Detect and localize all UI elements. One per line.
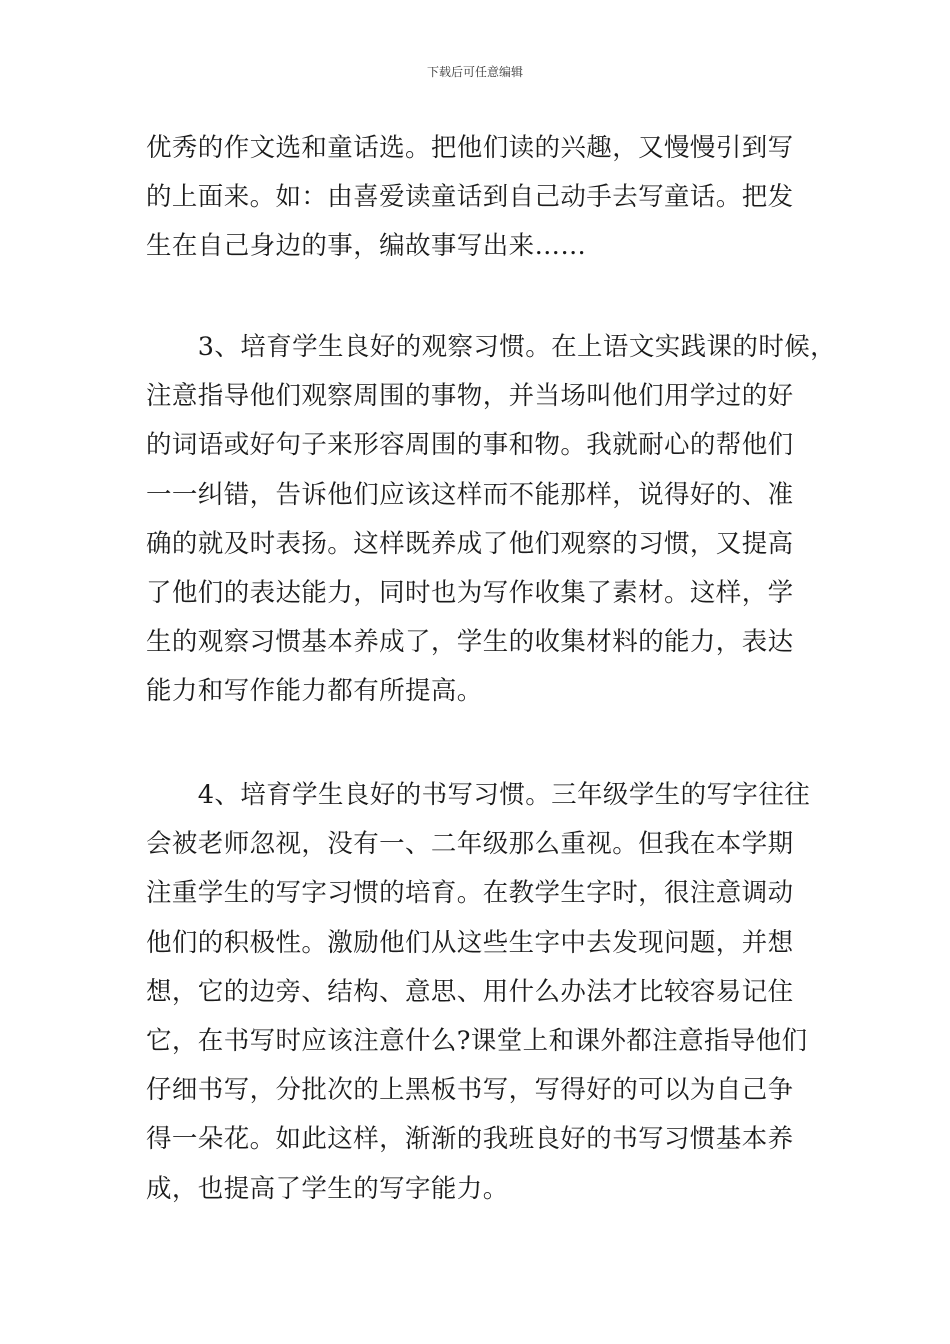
paragraph-2: [146, 323, 837, 717]
paragraph-line: 确的就及时表扬。这样既养成了他们观察的习惯，又提高: [146, 528, 794, 559]
paragraph-line: 4、培育学生良好的书写习惯。三年级学生的写字往往: [146, 780, 811, 810]
paragraph-line: 了他们的表达能力，同时也为写作收集了素材。这样，学: [146, 578, 794, 609]
paragraph-line: 的词语或好句子来形容周围的事和物。我就耐心的帮他们: [146, 430, 794, 461]
paragraph-3: [146, 771, 816, 1214]
page-header: 下载后可任意编辑: [426, 65, 523, 79]
paragraph-line: 它，在书写时应该注意什么?课堂上和课外都注意指导他们: [146, 1026, 808, 1057]
paragraph-line: 成，也提高了学生的写字能力。: [146, 1173, 509, 1204]
paragraph-line: 的上面来。如：由喜爱读童话到自己动手去写童话。把发: [146, 182, 794, 213]
paragraph-line: 生在自己身边的事，编故事写出来……: [146, 231, 587, 262]
paragraph-line: 注重学生的写字习惯的培育。在教学生字时，很注意调动: [146, 878, 794, 909]
paragraph-line: 会被老师忽视，没有一、二年级那么重视。但我在本学期: [146, 829, 794, 860]
paragraph-line: 注意指导他们观察周围的事物，并当场叫他们用学过的好: [146, 381, 794, 412]
paragraph-line: 想，它的边旁、结构、意思、用什么办法才比较容易记住: [146, 976, 794, 1007]
paragraph-line: 他们的积极性。激励他们从这些生字中去发现问题，并想: [146, 927, 794, 958]
paragraph-line: 优秀的作文选和童话选。把他们读的兴趣，又慢慢引到写: [146, 133, 794, 163]
paragraph-line: 得一朵花。如此这样，渐渐的我班良好的书写习惯基本养: [146, 1124, 794, 1155]
paragraph-1: [146, 124, 816, 272]
paragraph-line: 生的观察习惯基本养成了，学生的收集材料的能力，表达: [146, 627, 794, 658]
paragraph-line: 一一纠错，告诉他们应该这样而不能那样，说得好的、准: [146, 479, 794, 510]
paragraph-line: 仔细书写，分批次的上黑板书写，写得好的可以为自己争: [146, 1075, 794, 1106]
paragraph-line: 3、培育学生良好的观察习惯。在上语文实践课的时候，: [146, 332, 837, 362]
paragraph-line: 能力和写作能力都有所提高。: [146, 676, 483, 707]
